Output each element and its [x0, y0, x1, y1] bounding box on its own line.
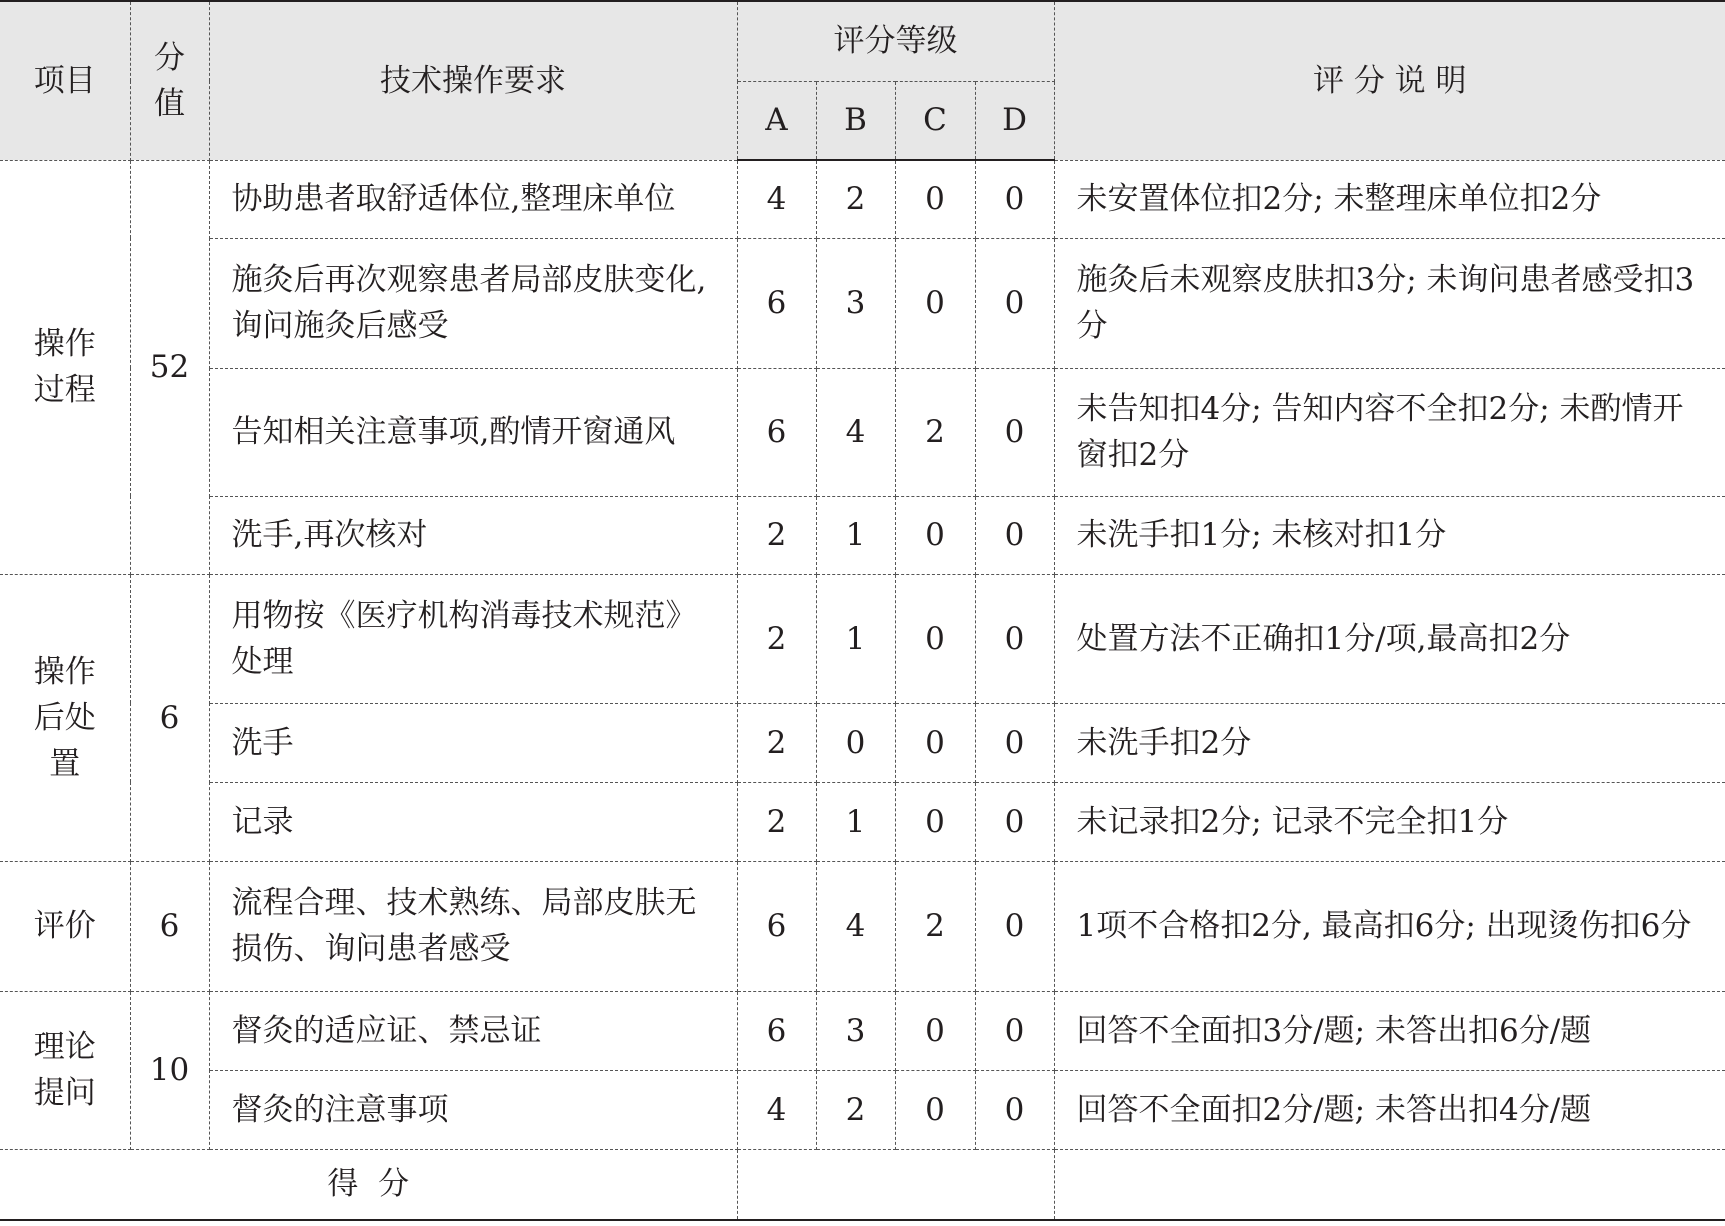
header-grade: 评分等级	[737, 1, 1054, 81]
row-note: 回答不全面扣3分/题; 未答出扣6分/题	[1054, 991, 1725, 1070]
row-note: 未记录扣2分; 记录不完全扣1分	[1054, 782, 1725, 861]
row-note: 1项不合格扣2分, 最高扣6分; 出现烫伤扣6分	[1054, 861, 1725, 991]
row-note: 未安置体位扣2分; 未整理床单位扣2分	[1054, 160, 1725, 238]
row-requirement: 用物按《医疗机构消毒技术规范》处理	[209, 574, 737, 703]
table-row	[0, 703, 1725, 782]
table-row	[0, 574, 1725, 703]
row-grade-b: 1	[816, 574, 895, 703]
row-grade-d: 0	[975, 991, 1054, 1070]
header-grade-a: A	[737, 81, 816, 160]
table-row	[0, 782, 1725, 861]
row-requirement: 流程合理、技术熟练、局部皮肤无损伤、询问患者感受	[209, 861, 737, 991]
row-grade-c: 0	[895, 238, 975, 368]
row-grade-b: 4	[816, 368, 895, 496]
row-score: 10	[130, 991, 209, 1149]
table-row	[0, 1070, 1725, 1149]
row-note: 施灸后未观察皮肤扣3分; 未询问患者感受扣3分	[1054, 238, 1725, 368]
row-requirement: 记录	[209, 782, 737, 861]
header-grade-b: B	[816, 81, 895, 160]
row-grade-d: 0	[975, 1070, 1054, 1149]
row-grade-a: 2	[737, 496, 816, 574]
header-notes: 评 分 说 明	[1054, 1, 1725, 160]
row-grade-a: 4	[737, 1070, 816, 1149]
total-row	[0, 1149, 1725, 1220]
row-grade-c: 2	[895, 861, 975, 991]
row-grade-a: 2	[737, 703, 816, 782]
row-grade-b: 4	[816, 861, 895, 991]
row-grade-d: 0	[975, 782, 1054, 861]
row-requirement: 洗手,再次核对	[209, 496, 737, 574]
row-grade-a: 6	[737, 991, 816, 1070]
row-grade-d: 0	[975, 861, 1054, 991]
row-grade-b: 2	[816, 160, 895, 238]
table-row	[0, 368, 1725, 496]
table-row	[0, 160, 1725, 238]
row-note: 处置方法不正确扣1分/项,最高扣2分	[1054, 574, 1725, 703]
row-requirement: 协助患者取舒适体位,整理床单位	[209, 160, 737, 238]
total-note	[1054, 1149, 1725, 1220]
total-label: 得 分	[0, 1149, 737, 1220]
row-grade-c: 0	[895, 1070, 975, 1149]
table-row	[0, 991, 1725, 1070]
row-score: 52	[130, 160, 209, 574]
row-note: 未洗手扣1分; 未核对扣1分	[1054, 496, 1725, 574]
row-note: 未告知扣4分; 告知内容不全扣2分; 未酌情开窗扣2分	[1054, 368, 1725, 496]
table-row	[0, 238, 1725, 368]
row-item: 理论 提问	[0, 991, 130, 1149]
row-grade-a: 4	[737, 160, 816, 238]
row-note: 未洗手扣2分	[1054, 703, 1725, 782]
row-grade-b: 2	[816, 1070, 895, 1149]
table-row	[0, 496, 1725, 574]
row-item: 评价	[0, 861, 130, 991]
row-score: 6	[130, 574, 209, 861]
row-grade-d: 0	[975, 238, 1054, 368]
row-note: 回答不全面扣2分/题; 未答出扣4分/题	[1054, 1070, 1725, 1149]
row-grade-a: 2	[737, 574, 816, 703]
row-grade-b: 1	[816, 782, 895, 861]
header-item: 项目	[0, 1, 130, 160]
header-grade-d: D	[975, 81, 1054, 160]
row-requirement: 告知相关注意事项,酌情开窗通风	[209, 368, 737, 496]
row-item: 操作 过程	[0, 160, 130, 574]
row-grade-a: 6	[737, 861, 816, 991]
row-requirement: 洗手	[209, 703, 737, 782]
row-requirement: 督灸的注意事项	[209, 1070, 737, 1149]
row-requirement: 督灸的适应证、禁忌证	[209, 991, 737, 1070]
row-grade-b: 0	[816, 703, 895, 782]
row-grade-d: 0	[975, 496, 1054, 574]
row-grade-d: 0	[975, 574, 1054, 703]
row-grade-c: 2	[895, 368, 975, 496]
row-score: 6	[130, 861, 209, 991]
row-grade-d: 0	[975, 160, 1054, 238]
row-grade-c: 0	[895, 703, 975, 782]
row-requirement: 施灸后再次观察患者局部皮肤变化,询问施灸后感受	[209, 238, 737, 368]
row-grade-a: 6	[737, 238, 816, 368]
row-grade-d: 0	[975, 368, 1054, 496]
row-grade-c: 0	[895, 496, 975, 574]
row-item: 操作 后处 置	[0, 574, 130, 861]
header-score-value: 分 值	[130, 1, 209, 160]
row-grade-a: 2	[737, 782, 816, 861]
header-requirement: 技术操作要求	[209, 1, 737, 160]
row-grade-b: 1	[816, 496, 895, 574]
row-grade-a: 6	[737, 368, 816, 496]
row-grade-c: 0	[895, 782, 975, 861]
row-grade-d: 0	[975, 703, 1054, 782]
total-value	[737, 1149, 1054, 1220]
row-grade-c: 0	[895, 160, 975, 238]
row-grade-b: 3	[816, 991, 895, 1070]
row-grade-c: 0	[895, 574, 975, 703]
table-row	[0, 861, 1725, 991]
row-grade-c: 0	[895, 991, 975, 1070]
header-grade-c: C	[895, 81, 975, 160]
row-grade-b: 3	[816, 238, 895, 368]
